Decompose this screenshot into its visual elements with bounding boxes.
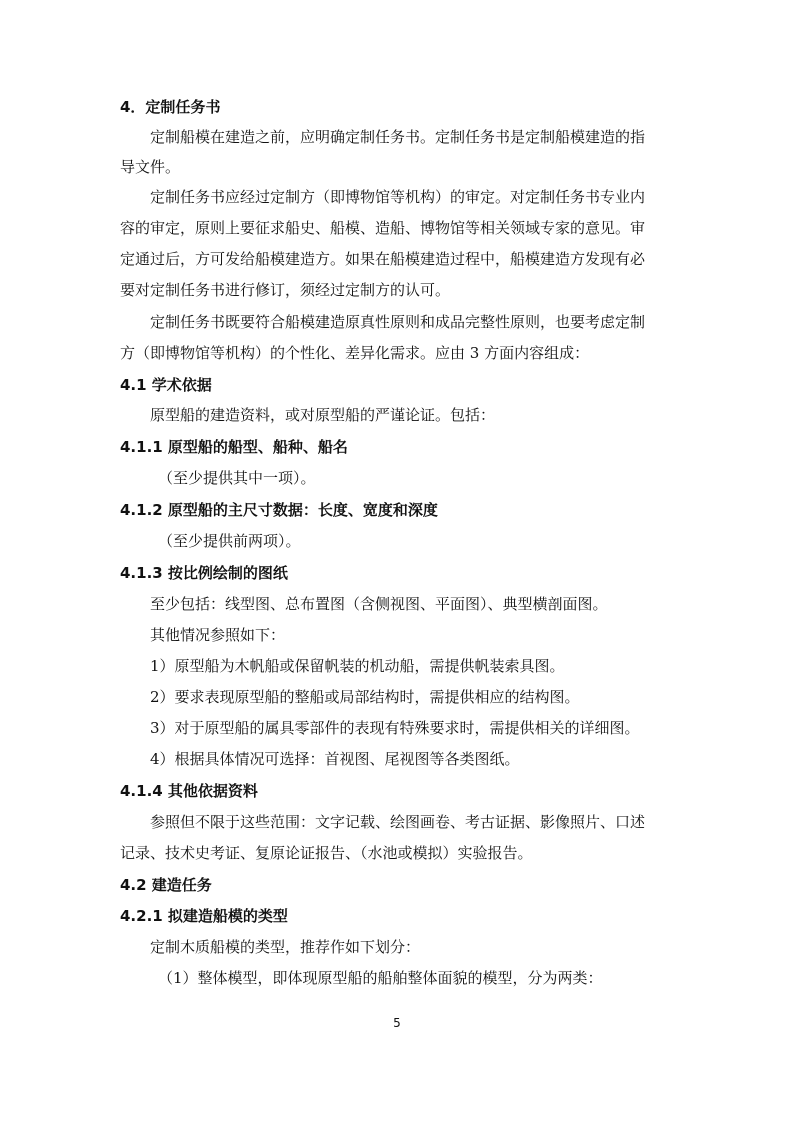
paragraph-line: 导文件。 xyxy=(120,158,181,176)
list-item: 4）根据具体情况可选择：首视图、尾视图等各类图纸。 xyxy=(150,750,520,768)
list-item: 2）要求表现原型船的整船或局部结构时，需提供相应的结构图。 xyxy=(150,688,580,706)
subsection-heading: 4.2 建造任务 xyxy=(120,876,212,894)
paragraph-line: （至少提供其中一项）。 xyxy=(158,469,316,487)
paragraph-line: 容的审定，原则上要征求船史、船模、造船、博物馆等相关领域专家的意见。审 xyxy=(120,219,646,237)
subsection-heading: 4.1.1 原型船的船型、船种、船名 xyxy=(120,438,348,456)
paragraph-line: 记录、技术史考证、复原论证报告、（水池或模拟）实验报告。 xyxy=(120,844,533,862)
subsection-heading: 4.1.2 原型船的主尺寸数据：长度、宽度和深度 xyxy=(120,501,438,519)
paragraph-line: 方（即博物馆等机构）的个性化、差异化需求。应由 3 方面内容组成： xyxy=(120,344,590,362)
list-item: 3）对于原型船的属具零部件的表现有特殊要求时，需提供相关的详细图。 xyxy=(150,719,640,737)
paragraph-line: 要对定制任务书进行修订，须经过定制方的认可。 xyxy=(120,281,451,299)
paragraph-line: 参照但不限于这些范围：文字记载、绘图画卷、考古证据、影像照片、口述 xyxy=(150,813,646,831)
paragraph-line: 其他情况参照如下： xyxy=(150,626,286,644)
paragraph-line: 至少包括：线型图、总布置图（含侧视图、平面图）、典型横剖面图。 xyxy=(150,595,608,613)
paragraph-line: 原型船的建造资料，或对原型船的严谨论证。包括： xyxy=(150,406,496,424)
paragraph-line: （至少提供前两项）。 xyxy=(158,532,301,550)
paragraph-line: 定制船模在建造之前，应明确定制任务书。定制任务书是定制船模建造的指 xyxy=(150,128,646,146)
paragraph-line: 定制木质船模的类型，推荐作如下划分： xyxy=(150,938,421,956)
paragraph-line: 定制任务书既要符合船模建造原真性原则和成品完整性原则，也要考虑定制 xyxy=(150,313,646,331)
paragraph-line: 定通过后，方可发给船模建造方。如果在船模建造过程中，船模建造方发现有必 xyxy=(120,250,646,268)
section-heading: 4．定制任务书 xyxy=(120,98,221,116)
subsection-heading: 4.1 学术依据 xyxy=(120,376,212,394)
page-number: 5 xyxy=(393,1016,401,1030)
subsection-heading: 4.1.3 按比例绘制的图纸 xyxy=(120,564,288,582)
list-item: 1）原型船为木帆船或保留帆装的机动船，需提供帆装索具图。 xyxy=(150,657,565,675)
subsection-heading: 4.1.4 其他依据资料 xyxy=(120,782,258,800)
subsection-heading: 4.2.1 拟建造船模的类型 xyxy=(120,907,288,925)
paragraph-line: 定制任务书应经过定制方（即博物馆等机构）的审定。对定制任务书专业内 xyxy=(150,188,646,206)
paragraph-line: （1）整体模型，即体现原型船的船舶整体面貌的模型，分为两类： xyxy=(158,969,603,987)
